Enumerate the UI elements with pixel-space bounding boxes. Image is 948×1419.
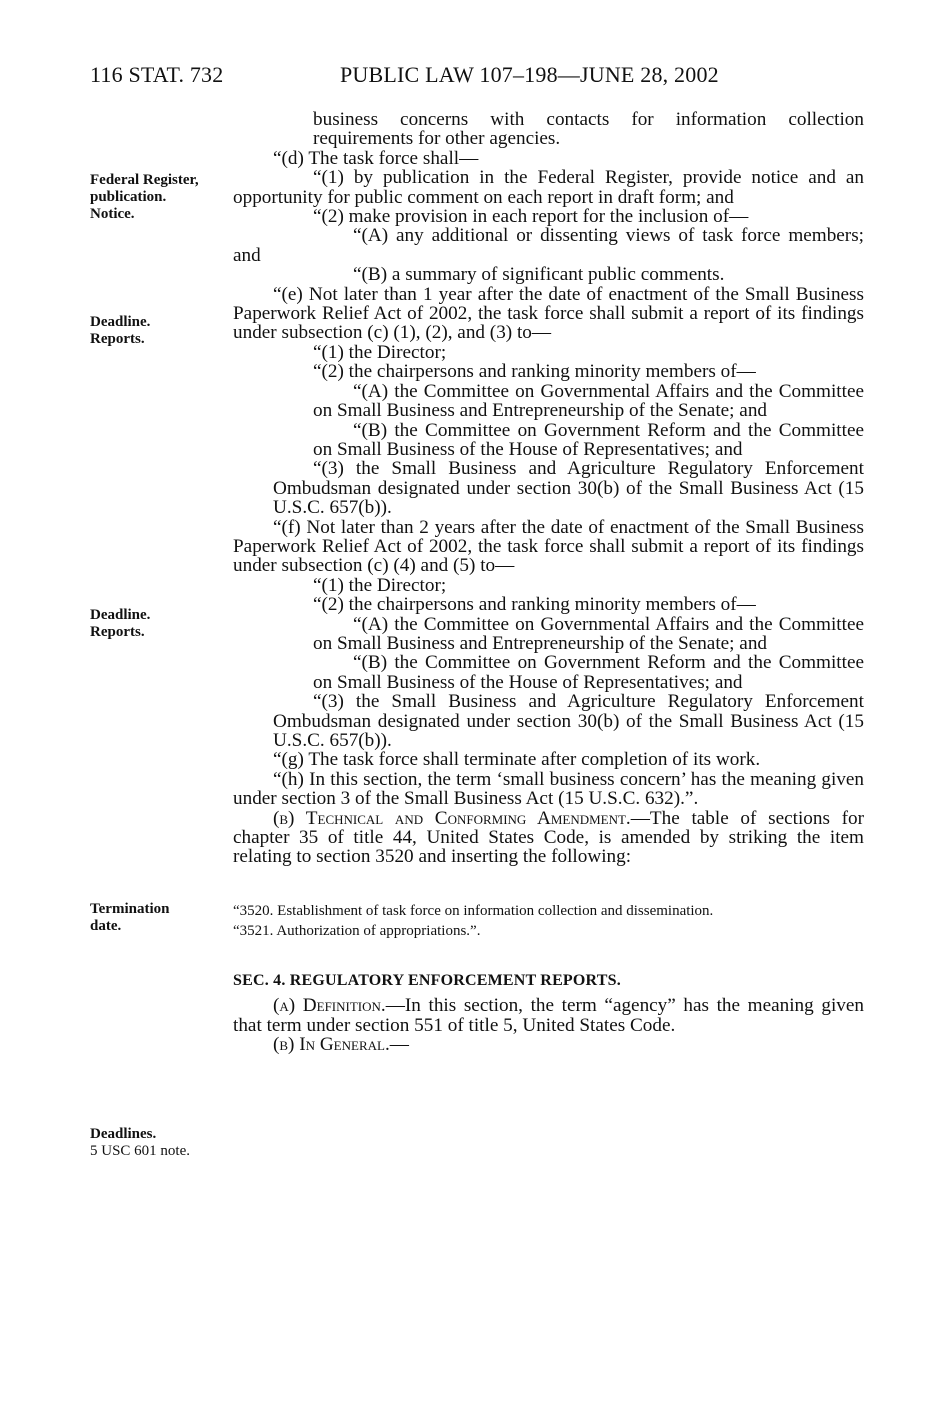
body-text: [233, 110, 864, 1054]
paragraph: “(3) the Small Business and Agriculture Regulatory Enforcement Ombudsman designated under section 30(b) of the Small Business Act (15 U.S.C. 657(b)).: [273, 458, 864, 519]
paragraph: business concerns with contacts for information collection requirements for other agencies.: [313, 109, 864, 150]
table-of-sections: [233, 901, 864, 941]
margin-note-federal-register: Federal Register, publication. Notice.: [90, 172, 199, 222]
subsection-label: (b) Technical and Conforming Amendment.: [273, 807, 631, 829]
margin-note-deadline-reports-2: Deadline. Reports.: [90, 607, 151, 640]
paragraph: “(B) the Committee on Government Reform and the Committee on Small Business of the House of Representatives; and: [313, 419, 864, 460]
page-citation: 116 STAT. 732: [90, 62, 224, 87]
paragraph: [233, 809, 864, 867]
paragraph: [233, 996, 864, 1035]
paragraph: “(f) Not later than 2 years after the date of enactment of the Small Business Paperwork Relief Act of 2002, the task force shall submit a report of its findings under subsection (c) (4) and (5) to—: [233, 516, 864, 577]
paragraph: “(B) the Committee on Government Reform and the Committee on Small Business of the House of Representatives; and: [313, 652, 864, 693]
paragraph: “(2) make provision in each report for the inclusion of—: [313, 206, 749, 228]
margin-note-deadline-reports-1: Deadline. Reports.: [90, 314, 151, 347]
paragraph: “(e) Not later than 1 year after the date of enactment of the Small Business Paperwork Relief Act of 2002, the task force shall submit a report of its findings under subsection (c) (1), (2), and (3) to—: [233, 283, 864, 344]
paragraph: [233, 1035, 864, 1054]
toc-item: “3521. Authorization of appropriations.”.: [233, 922, 481, 939]
subsection-label: (a) Definition.: [273, 995, 386, 1017]
paragraph: “(A) the Committee on Governmental Affairs and the Committee on Small Business and Entrepreneurship of the Senate; and: [313, 613, 864, 654]
paragraph: “(2) the chairpersons and ranking minority members of—: [313, 594, 756, 616]
paragraph: “(1) the Director;: [313, 574, 447, 596]
section-heading: SEC. 4. REGULATORY ENFORCEMENT REPORTS.: [233, 971, 621, 989]
margin-note-deadlines: Deadlines.: [90, 1126, 157, 1142]
paragraph: “(A) any additional or dissenting views of task force members; and: [233, 225, 864, 266]
subsection-label: (b) In General.: [273, 1034, 390, 1056]
subsection-text: —: [389, 1034, 409, 1056]
subsection-text: —The table of sections for chapter 35 of title 44, United States Code, is amended by striking the item relating to section 3520 and inserting the following:: [233, 807, 865, 868]
paragraph: “(g) The task force shall terminate after completion of its work.: [273, 749, 761, 771]
margin-note-usc-reference: 5 USC 601 note.: [90, 1143, 191, 1159]
running-head: PUBLIC LAW 107–198—JUNE 28, 2002: [340, 62, 719, 87]
paragraph: “(1) the Director;: [313, 341, 447, 363]
paragraph: “(A) the Committee on Governmental Affairs and the Committee on Small Business and Entrepreneurship of the Senate; and: [313, 380, 864, 422]
paragraph: “(3) the Small Business and Agriculture Regulatory Enforcement Ombudsman designated under section 30(b) of the Small Business Act (15 U.S.C. 657(b)).: [273, 691, 864, 751]
paragraph: “(2) the chairpersons and ranking minority members of—: [313, 361, 756, 383]
toc-item: “3520. Establishment of task force on information collection and dissemination.: [233, 902, 714, 919]
margin-note-termination-date: Termination date.: [90, 901, 170, 934]
paragraph: “(1) by publication in the Federal Register, provide notice and an opportunity for public comment on each report in draft form; and: [233, 167, 864, 208]
subsection-text: —In this section, the term “agency” has the meaning given that term under section 551 of title 5, United States Code.: [233, 995, 864, 1036]
paragraph: “(B) a summary of significant public comments.: [353, 264, 725, 286]
paragraph: “(d) The task force shall—: [273, 147, 479, 169]
paragraph: “(h) In this section, the term ‘small business concern’ has the meaning given under section 3 of the Small Business Act (15 U.S.C. 632).”.: [233, 768, 864, 810]
